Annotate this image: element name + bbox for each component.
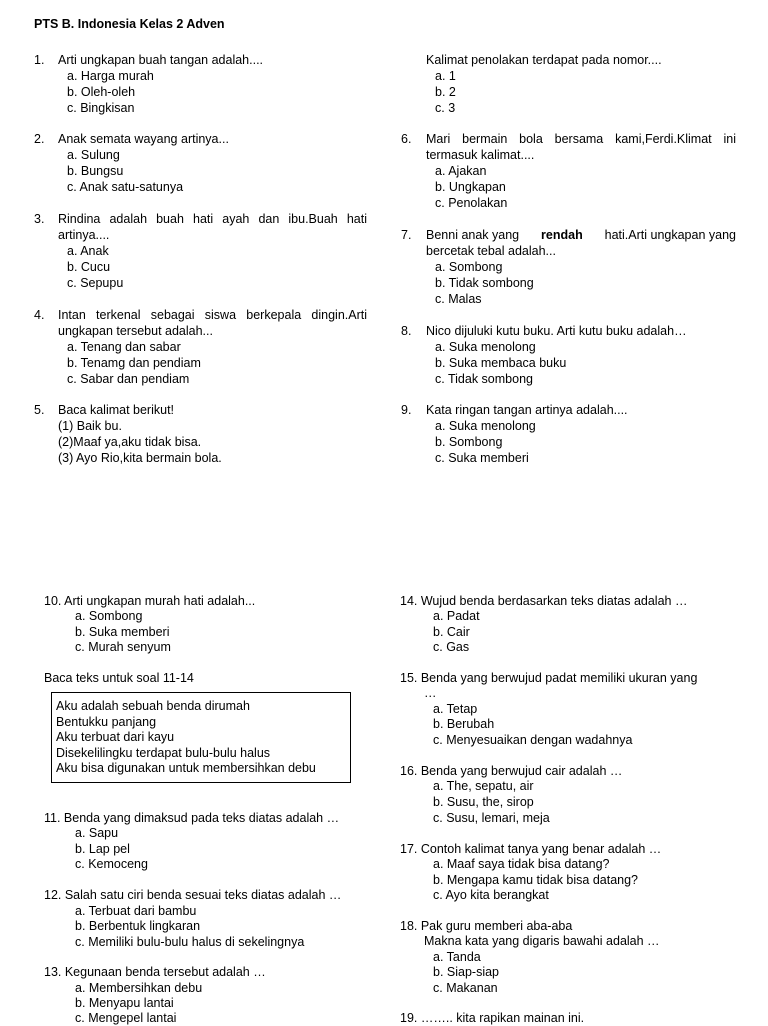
question-text: 12. Salah satu ciri benda sesuai teks diatas adalah … <box>44 888 342 902</box>
option-a: a. Terbuat dari bambu <box>75 904 197 918</box>
option-b: b. Berubah <box>433 717 495 731</box>
option-c: c. Bingkisan <box>67 101 135 115</box>
option-c: c. Malas <box>435 292 482 306</box>
question-text-cont: bercetak tebal adalah... <box>426 244 556 258</box>
option-b: b. Oleh-oleh <box>67 85 136 99</box>
question-text: 13. Kegunaan benda tersebut adalah … <box>44 965 266 979</box>
option-a: a. Sombong <box>75 609 143 623</box>
reading-line: Aku terbuat dari kayu <box>56 730 175 744</box>
option-b: b. 2 <box>435 85 456 99</box>
reading-line: Aku adalah sebuah benda dirumah <box>56 699 250 713</box>
option-a: a. Anak <box>67 244 109 258</box>
option-b: b. Susu, the, sirop <box>433 795 534 809</box>
sentence-2: (2)Maaf ya,aku tidak bisa. <box>58 435 202 449</box>
option-c: c. Gas <box>433 640 470 654</box>
page-title: PTS B. Indonesia Kelas 2 Adven <box>34 17 225 31</box>
question-text: 11. Benda yang dimaksud pada teks diatas adalah … <box>44 811 340 825</box>
question-text-cont: artinya.... <box>58 228 110 242</box>
question-text: Kata ringan tangan artinya adalah.... <box>426 403 628 417</box>
option-c: c. Tidak sombong <box>435 372 533 386</box>
sentence-3: (3) Ayo Rio,kita bermain bola. <box>58 451 222 465</box>
option-a: a. The, sepatu, air <box>433 779 534 793</box>
option-c: c. Anak satu-satunya <box>67 180 184 194</box>
option-c: c. Murah senyum <box>75 640 171 654</box>
question-number: 1. <box>34 53 45 67</box>
question-text: 18. Pak guru memberi aba-aba <box>400 919 573 933</box>
question-number: 5. <box>34 403 45 417</box>
option-a: a. 1 <box>435 69 456 83</box>
question-text: Mari bermain bola bersama kami,Ferdi.Klimat ini <box>426 132 736 146</box>
question-text: 17. Contoh kalimat tanya yang benar adalah … <box>400 842 662 856</box>
option-a: a. Membersihkan debu <box>75 981 203 995</box>
bold-word: rendah <box>541 228 583 242</box>
question-text: Arti ungkapan buah tangan adalah.... <box>58 53 264 67</box>
option-b: b. Bungsu <box>67 164 124 178</box>
option-b: b. Lap pel <box>75 842 130 856</box>
option-a: a. Ajakan <box>435 164 487 178</box>
question-text: Baca kalimat berikut! <box>58 403 175 417</box>
question-text: Intan terkenal sebagai siswa berkepala dingin.Arti <box>58 308 367 322</box>
reading-line: Bentukku panjang <box>56 715 157 729</box>
question-text: Rindina adalah buah hati ayah dan ibu.Buah hati <box>58 212 367 226</box>
question-text: Nico dijuluki kutu buku. Arti kutu buku adalah… <box>426 324 687 338</box>
option-a: a. Padat <box>433 609 480 623</box>
sentence-1: (1) Baik bu. <box>58 419 122 433</box>
option-b: b. Tenamg dan pendiam <box>67 356 201 370</box>
question-text: 10. Arti ungkapan murah hati adalah... <box>44 594 256 608</box>
option-b: b. Menyapu lantai <box>75 996 174 1010</box>
option-c: c. Memiliki bulu-bulu halus di sekelingnya <box>75 935 305 949</box>
option-c: c. Sepupu <box>67 276 124 290</box>
option-c: c. Susu, lemari, meja <box>433 811 550 825</box>
option-b: b. Siap-siap <box>433 965 500 979</box>
question-text-cont: Makna kata yang digaris bawahi adalah … <box>424 934 660 948</box>
option-b: b. Sombong <box>435 435 503 449</box>
question-number: 2. <box>34 132 45 146</box>
option-b: b. Tidak sombong <box>435 276 534 290</box>
option-a: a. Tanda <box>433 950 481 964</box>
question-text: 16. Benda yang berwujud cair adalah … <box>400 764 623 778</box>
option-c: c. Ayo kita berangkat <box>433 888 549 902</box>
text-pre: Benni anak yang <box>426 228 520 242</box>
option-a: a. Suka menolong <box>435 340 536 354</box>
option-c: c. Kemoceng <box>75 857 148 871</box>
option-c: c. Suka memberi <box>435 451 529 465</box>
option-c: c. Mengepel lantai <box>75 1011 177 1025</box>
option-b: b. Berbentuk lingkaran <box>75 919 201 933</box>
option-b: b. Cair <box>433 625 470 639</box>
question-number: 6. <box>401 132 412 146</box>
reading-instruction: Baca teks untuk soal 11-14 <box>44 671 194 685</box>
option-a: a. Sombong <box>435 260 503 274</box>
question-text: 14. Wujud benda berdasarkan teks diatas adalah … <box>400 594 688 608</box>
option-a: a. Suka menolong <box>435 419 536 433</box>
option-b: b. Suka memberi <box>75 625 170 639</box>
question-number: 3. <box>34 212 45 226</box>
question-text: 15. Benda yang berwujud padat memiliki ukuran yang <box>400 671 698 685</box>
option-b: b. Ungkapan <box>435 180 506 194</box>
question-number: 4. <box>34 308 45 322</box>
question-number: 9. <box>401 403 412 417</box>
option-a: a. Tenang dan sabar <box>67 340 181 354</box>
option-c: c. Sabar dan pendiam <box>67 372 190 386</box>
option-a: a. Sulung <box>67 148 120 162</box>
question-number: 8. <box>401 324 412 338</box>
question-text <box>426 227 736 243</box>
question-text-cont: termasuk kalimat.... <box>426 148 535 162</box>
question-text-cont: … <box>424 686 437 700</box>
option-a: a. Sapu <box>75 826 119 840</box>
text-post: hati.Arti ungkapan yang <box>604 228 736 242</box>
question-text: Kalimat penolakan terdapat pada nomor.... <box>426 53 662 67</box>
option-c: c. Makanan <box>433 981 498 995</box>
reading-line: Disekelilingku terdapat bulu-bulu halus <box>56 746 271 760</box>
option-b: b. Cucu <box>67 260 111 274</box>
question-text: Anak semata wayang artinya... <box>58 132 229 146</box>
option-a: a. Maaf saya tidak bisa datang? <box>433 857 610 871</box>
option-b: b. Suka membaca buku <box>435 356 567 370</box>
option-a: a. Tetap <box>433 702 478 716</box>
option-a: a. Harga murah <box>67 69 154 83</box>
option-b: b. Mengapa kamu tidak bisa datang? <box>433 873 638 887</box>
option-c: c. Menyesuaikan dengan wadahnya <box>433 733 633 747</box>
option-c: c. 3 <box>435 101 456 115</box>
reading-line: Aku bisa digunakan untuk membersihkan debu <box>56 761 316 775</box>
question-text: 19. …….. kita rapikan mainan ini. <box>400 1011 585 1025</box>
question-text-cont: ungkapan tersebut adalah... <box>58 324 213 338</box>
option-c: c. Penolakan <box>435 196 508 210</box>
question-number: 7. <box>401 228 412 242</box>
